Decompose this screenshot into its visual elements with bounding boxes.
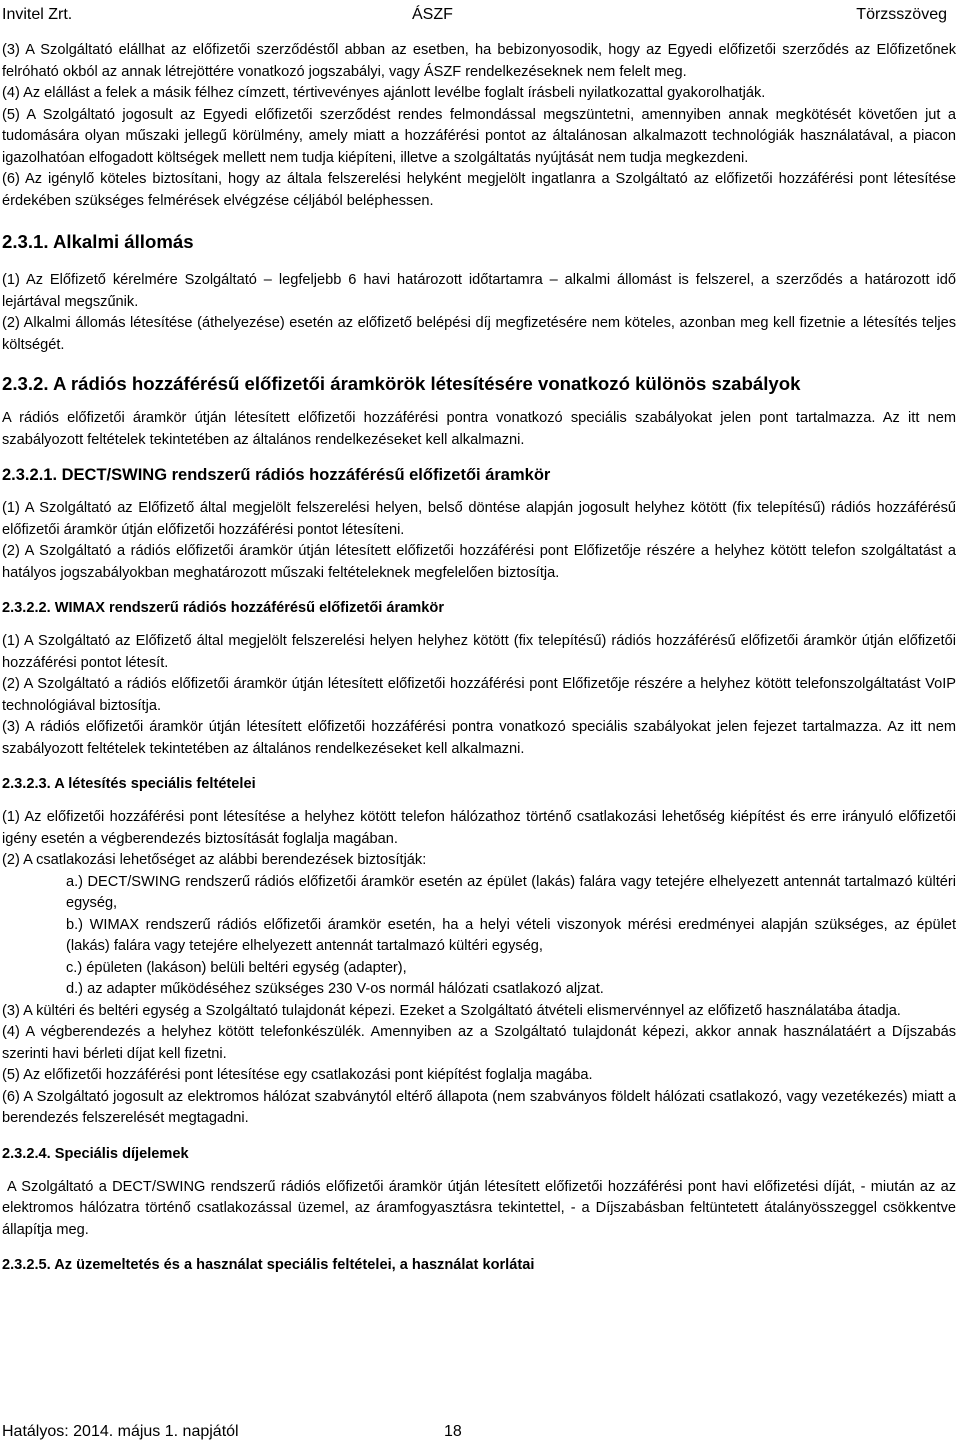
paragraph: (3) A kültéri és beltéri egység a Szolgáltató tulajdonát képezi. Ezeket a Szolgáltató átvételi elismervénnyel az előfizető használatába átadja. — [2, 1002, 901, 1019]
section-heading-2-3-2: 2.3.2. A rádiós hozzáférésű előfizetői áramkörök létesítésére vonatkozó különös szabályok — [2, 373, 801, 394]
paragraph: (1) A Szolgáltató az Előfizető által megjelölt felszerelési helyen helyhez kötött (fix telepítésű) rádiós hozzáférésű előfizetői áramkör útján előfizetői hozzáférési pontot létesít. — [2, 633, 956, 671]
paragraph: (1) A Szolgáltató az Előfizető által megjelölt felszerelési helyen, belső döntése alapján jogosult helyhez kötött (fix telepítésű) rádiós hozzáférésű előfizetői áramkör útján előfizetői hozzáférési pontot létesíteni. — [2, 500, 956, 538]
page-footer — [2, 1422, 462, 1442]
paragraph: A Szolgáltató a DECT/SWING rendszerű rádiós előfizetői áramkör útján létesített előfizetői hozzáférési pont havi előfizetési díját, - miután az az elektromos hálózatra történő csatlakozással üzemel, az áramfogyasztásra tekintettel, - a Díjszabásban feltüntetett átalányösszeggel csökkentve állapítja meg. — [2, 1178, 956, 1238]
section-heading-2-3-1: 2.3.1. Alkalmi állomás — [2, 231, 194, 252]
paragraph: (2) A Szolgáltató a rádiós előfizetői áramkör útján létesített előfizetői hozzáférési pont Előfizetője részére a helyhez kötött telefonszolgáltatást VoIP technológiával biztosítja. — [2, 676, 956, 714]
paragraph: (3) A rádiós előfizetői áramkör útján létesített előfizetői hozzáférési pontra vonatkozó speciális szabályokat jelen fejezet tartalmazza. Az itt nem szabályozott feltételek tekintetében az általános rendelkezéseket kell alkalmazni. — [2, 719, 956, 757]
list-item: d.) az adapter működéséhez szükséges 230 V-os normál hálózati csatlakozó aljzat. — [66, 981, 604, 997]
paragraph: A rádiós előfizetői áramkör útján létesített előfizetői hozzáférési pontra vonatkozó speciális szabályokat jelen pont tartalmazza. Az itt nem szabályozott feltételek tekintetében az általános rendelkezéseket kell alkalmazni. — [2, 410, 956, 448]
paragraph: (4) Az elállást a felek a másik félhez címzett, tértivevényes ajánlott levélbe foglalt írásbeli nyilatkozattal gyakorolhatják. — [2, 85, 766, 101]
paragraph: (2) A Szolgáltató a rádiós előfizetői áramkör útján létesített előfizetői hozzáférési pont Előfizetője részére a helyhez kötött telefon szolgáltatást a hatályos jogszabályokban meghatározott műszaki feltételeknek megfelelően biztosítja. — [2, 543, 956, 581]
paragraph: (1) Az előfizetői hozzáférési pont létesítése a helyhez kötött telefon hálózathoz történő csatlakozási lehetőség kiépítést és erre irányuló előfizetői igény esetén a végberendezés biztosítását foglalja magában. — [2, 809, 956, 847]
paragraph: (6) Az igénylő köteles biztosítani, hogy az általa felszerelési helyként megjelölt ingatlanra a Szolgáltató az előfizetői hozzáférési pont létesítése érdekében szükséges felmérések elvégzése céljából beléphessen. — [2, 171, 956, 209]
paragraph: (2) A csatlakozási lehetőséget az alábbi berendezések biztosítják: — [2, 852, 427, 868]
paragraph: (6) A Szolgáltató jogosult az elektromos hálózat szabványtól eltérő állapota (nem szabványos földelt hálózati csatlakozó, vagy vezetékezés) miatt a berendezés felszerelését megtagadni. — [2, 1088, 956, 1126]
paragraph: (4) A végberendezés a helyhez kötött telefonkészülék. Amennyiben az a Szolgáltató tulajdonát képezi, akkor annak használatáért a Díjszabás szerinti havi bérleti díjat kell fizetni. — [2, 1024, 956, 1062]
list-item: c.) épületen (lakáson) belüli beltéri egység (adapter), — [66, 959, 407, 976]
footer-validity: Hatályos: 2014. május 1. napjától — [2, 1423, 239, 1440]
paragraph: (1) Az Előfizető kérelmére Szolgáltató – legfeljebb 6 havi határozott időtartamra – alkalmi állomást is felszerel, a szerződés a határozott idő lejártával megszűnik. — [2, 272, 956, 310]
list-item: a.) DECT/SWING rendszerű rádiós előfizetői áramkör esetén az épület (lakás) falára vagy tetejére elhelyezett antennát tartalmazó kültéri egység, — [66, 873, 956, 911]
paragraph: (5) A Szolgáltató jogosult az Egyedi előfizetői szerződést rendes felmondással megszüntetni, amennyiben annak megkötését követően jut a tudomására olyan műszaki jellegű körülmény, amely miatt a hozzáférési pontot az általánosan alkalmazott technológiák használatával, a piacon igazolhatóan elfogadott költségek mellett nem tudja kiépíteni, illetve a szolgáltatás nyújtását nem tudja megkezdeni. — [2, 106, 956, 166]
page-header — [0, 0, 960, 26]
header-company: Invitel Zrt. — [2, 6, 73, 23]
paragraph: (3) A Szolgáltató elállhat az előfizetői szerződéstől abban az esetben, ha bebizonyosodik, hogy az Egyedi előfizetői szerződés az Előfizetőnek felróható okból az annak létrejöttére vonatkozó jogszabályi, vagy ÁSZF rendelkezéseknek nem felelt meg. — [2, 42, 956, 80]
paragraph: (2) Alkalmi állomás létesítése (áthelyezése) esetén az előfizető belépési díj megfizetésére nem köteles, azonban meg kell fizetnie a létesítés teljes költségét. — [2, 315, 956, 353]
paragraph: (5) Az előfizetői hozzáférési pont létesítése egy csatlakozási pont kiépítést foglalja magába. — [2, 1067, 593, 1083]
section-heading-2-3-2-1: 2.3.2.1. DECT/SWING rendszerű rádiós hozzáférésű előfizetői áramkör — [2, 466, 551, 484]
header-document-name: ÁSZF — [412, 6, 453, 23]
header-section: Törzsszöveg — [856, 6, 947, 23]
section-heading-2-3-2-3: 2.3.2.3. A létesítés speciális feltételei — [2, 776, 256, 792]
document-body — [2, 40, 956, 1288]
section-heading-2-3-2-2: 2.3.2.2. WIMAX rendszerű rádiós hozzáférésű előfizetői áramkör — [2, 600, 444, 616]
section-heading-2-3-2-5: 2.3.2.5. Az üzemeltetés és a használat speciális feltételei, a használat korlátai — [2, 1257, 535, 1273]
page-number: 18 — [444, 1423, 462, 1440]
section-heading-2-3-2-4: 2.3.2.4. Speciális díjelemek — [2, 1145, 189, 1162]
list-item: b.) WIMAX rendszerű rádiós előfizetői áramkör esetén, ha a helyi vételi viszonyok mérési eredményei alapján szükséges, az épület (lakás) falára vagy tetejére elhelyezett antennát tartalmazó kültéri egység, — [66, 916, 956, 954]
